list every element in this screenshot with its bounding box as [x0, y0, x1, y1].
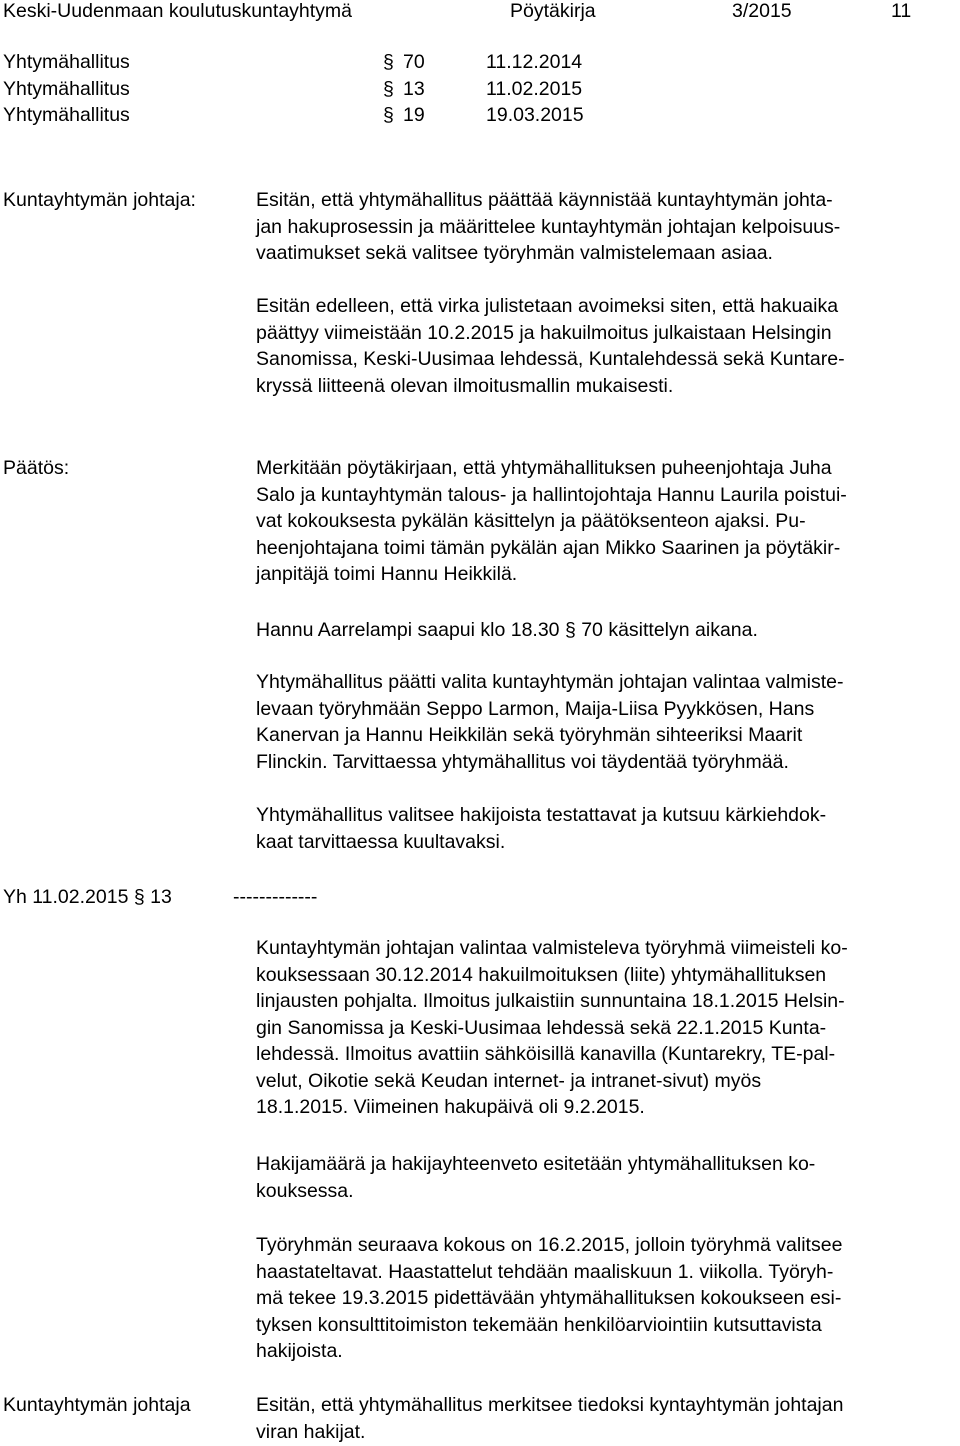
text-line: Flinckin. Tarvittaessa yhtymähallitus voi täydentää työryhmää. — [256, 750, 789, 773]
text-line: lehdessä. Ilmoitus avattiin sähköisillä kanavilla (Kuntarekry, TE-pal- — [256, 1043, 836, 1065]
decision-paragraph — [256, 669, 956, 775]
decision-label: Päätös: — [3, 457, 70, 479]
text-line: gin Sanomissa ja Keski-Uusimaa lehdessä sekä 22.1.2015 Kunta- — [256, 1016, 827, 1039]
text-line: linjausten pohjalta. Ilmoitus julkaistiin sunnuntaina 18.1.2015 Helsin- — [256, 990, 845, 1012]
text-line: Yhtymähallitus valitsee hakijoista testattavat ja kutsuu kärkiehdok- — [256, 804, 827, 826]
text-line: Kanervan ja Hannu Heikkilän sekä työryhmän sihteeriksi Maarit — [256, 724, 803, 746]
text-line: levaan työryhmään Seppo Larmon, Maija-Liisa Pyykkösen, Hans — [256, 697, 815, 720]
section-sign-icon: § — [133, 886, 145, 908]
text-line: Kuntayhtymän johtajan valintaa valmisteleva työryhmä viimeisteli ko- — [256, 937, 848, 959]
history-number: 13 — [403, 77, 425, 100]
history-number: 70 — [403, 51, 425, 73]
proposal-paragraph — [256, 293, 956, 399]
decision-paragraph — [256, 617, 956, 644]
text-line: vaatimukset sekä valitsee työryhmän valmistelemaan asiaa. — [256, 242, 773, 264]
decision-paragraph — [256, 802, 956, 855]
text-line: 18.1.2015. Viimeinen hakupäivä oli 9.2.2015. — [256, 1096, 645, 1118]
text-line: kouksessaan 30.12.2014 hakuilmoituksen (liite) yhtymähallituksen — [256, 963, 827, 986]
report-paragraph — [256, 1232, 956, 1365]
organization-name: Keski-Uudenmaan koulutuskuntayhtymä — [3, 0, 353, 22]
text-line: kouksessa. — [256, 1179, 354, 1202]
history-date: 11.02.2015 — [486, 77, 583, 100]
final-proposal-label: Kuntayhtymän johtaja — [3, 1394, 191, 1416]
section-sign-icon: § — [383, 104, 394, 126]
history-number: 19 — [403, 104, 425, 126]
text-line: Työryhmän seuraava kokous on 16.2.2015, jolloin työryhmä valitsee — [256, 1234, 843, 1256]
text-line: päättyy viimeistään 10.2.2015 ja hakuilmoitus julkaistaan Helsingin — [256, 321, 832, 344]
page-number: 11 — [891, 0, 912, 22]
text-line: velut, Oikotie sekä Keudan internet- ja intranet-sivut) myös — [256, 1069, 762, 1092]
report-paragraph — [256, 1151, 956, 1204]
history-body: Yhtymähallitus — [3, 77, 130, 100]
text-line: tyksen konsulttitoimiston tekemään henkilöarviointiin kutsuttavista — [256, 1313, 822, 1336]
history-date: 11.12.2014 — [486, 51, 583, 73]
section-sign-icon: § — [383, 51, 394, 73]
text-line: viran hakijat. — [256, 1420, 366, 1443]
text-line: hakijoista. — [256, 1340, 343, 1362]
text-line: janpitäjä toimi Hannu Heikkilä. — [256, 563, 518, 585]
text-line: Salo ja kuntayhtymän talous- ja hallintojohtaja Hannu Laurila poistui- — [256, 483, 847, 506]
meeting-marker — [3, 884, 172, 911]
text-line: Hannu Aarrelampi saapui klo 18.30 § 70 käsittelyn aikana. — [256, 619, 758, 641]
proposal-label: Kuntayhtymän johtaja: — [3, 189, 196, 211]
history-body: Yhtymähallitus — [3, 51, 130, 73]
text-line: vat kokouksesta pykälän käsittelyn ja päätöksenteon ajaksi. Pu- — [256, 510, 806, 532]
text-line: Yhtymähallitus päätti valita kuntayhtymän johtajan valintaa valmiste- — [256, 671, 844, 693]
report-paragraph — [256, 935, 956, 1121]
final-proposal-paragraph — [256, 1392, 956, 1445]
document-number: 3/2015 — [732, 0, 792, 22]
text-line: Esitän edelleen, että virka julistetaan avoimeksi siten, että hakuaika — [256, 295, 839, 317]
history-body: Yhtymähallitus — [3, 104, 130, 126]
text-line: jan hakuprosessin ja määrittelee kuntayhtymän johtajan kelpoisuus- — [256, 215, 841, 238]
text-line: kaat tarvittaessa kuultavaksi. — [256, 830, 506, 853]
text-line: haastateltavat. Haastattelut tehdään maaliskuun 1. viikolla. Työryh- — [256, 1260, 834, 1283]
meeting-marker-prefix: Yh 11.02.2015 — [3, 886, 129, 908]
divider-dashes: ------------- — [233, 886, 318, 908]
section-sign-icon: § — [383, 77, 394, 100]
text-line: Esitän, että yhtymähallitus päättää käynnistää kuntayhtymän johta- — [256, 189, 833, 211]
document-type: Pöytäkirja — [510, 0, 596, 22]
text-line: heenjohtajana toimi tämän pykälän ajan Mikko Saarinen ja pöytäkir- — [256, 536, 841, 559]
text-line: Merkitään pöytäkirjaan, että yhtymähallituksen puheenjohtaja Juha — [256, 457, 832, 479]
meeting-marker-number: 13 — [150, 886, 172, 908]
text-line: Esitän, että yhtymähallitus merkitsee tiedoksi kyntayhtymän johtajan — [256, 1394, 844, 1416]
text-line: Sanomissa, Keski-Uusimaa lehdessä, Kuntalehdessä sekä Kuntare- — [256, 348, 845, 370]
text-line: mä tekee 19.3.2015 pidettävään yhtymähallituksen kokoukseen esi- — [256, 1287, 842, 1309]
history-date: 19.03.2015 — [486, 104, 584, 126]
proposal-paragraph — [256, 187, 956, 267]
decision-paragraph — [256, 455, 956, 588]
text-line: kryssä liitteenä olevan ilmoitusmallin mukaisesti. — [256, 374, 674, 397]
text-line: Hakijamäärä ja hakijayhteenveto esitetään yhtymähallituksen ko- — [256, 1153, 816, 1175]
